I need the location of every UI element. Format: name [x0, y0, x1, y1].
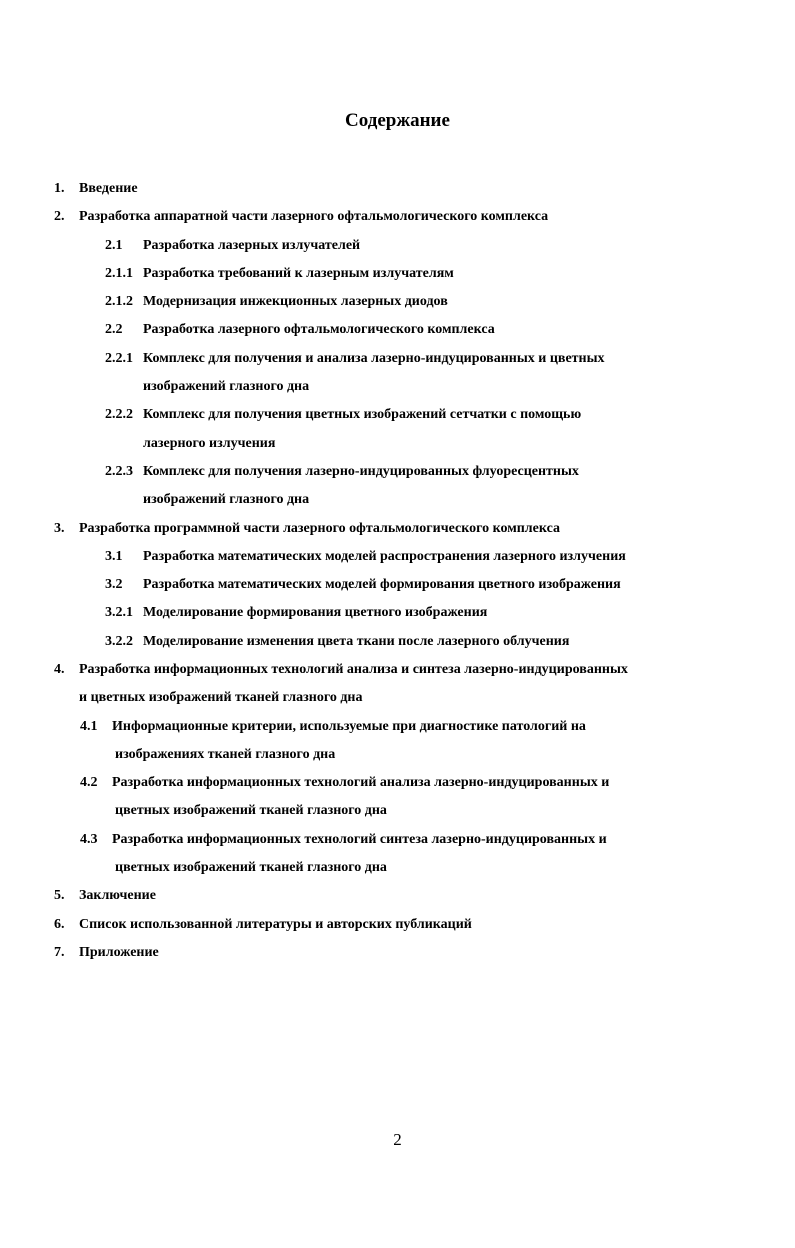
toc-text: Разработка информационных технологий анализа лазерно-индуцированных и [112, 775, 610, 790]
toc-text-continuation: и цветных изображений тканей глазного дна [79, 690, 363, 705]
toc-number: 7. [54, 945, 65, 960]
toc-number: 2.2.3 [105, 464, 133, 479]
toc-text: Комплекс для получения лазерно-индуцированных флуоресцентных [143, 464, 579, 479]
toc-number: 2.1.2 [105, 294, 133, 309]
toc-number: 1. [54, 181, 65, 196]
toc-text: Комплекс для получения цветных изображений сетчатки с помощью [143, 407, 582, 422]
toc-text: Разработка информационных технологий синтеза лазерно-индуцированных и [112, 832, 607, 847]
toc-text: Модернизация инжекционных лазерных диодов [143, 294, 448, 309]
page-number: 2 [393, 1130, 402, 1149]
toc-number: 2.2.1 [105, 351, 133, 366]
toc-number: 4.2 [80, 775, 98, 790]
toc-number: 2.1 [105, 238, 123, 253]
toc-text: Моделирование изменения цвета ткани после лазерного облучения [143, 634, 570, 649]
toc-text: Моделирование формирования цветного изображения [143, 605, 488, 620]
toc-number: 3.1 [105, 549, 123, 564]
toc-text-continuation: изображениях тканей глазного дна [115, 747, 336, 762]
toc-text: Приложение [79, 945, 159, 960]
toc-text-continuation: изображений глазного дна [143, 379, 310, 394]
toc-text: Разработка аппаратной части лазерного офтальмологического комплекса [79, 209, 549, 224]
toc-text: Разработка программной части лазерного офтальмологического комплекса [79, 521, 560, 536]
toc-text: Список использованной литературы и авторских публикаций [79, 917, 472, 932]
toc-number: 3.2 [105, 577, 123, 592]
toc-text: Заключение [79, 888, 156, 903]
toc-number: 4.1 [80, 719, 98, 734]
toc-text: Разработка лазерного офтальмологического комплекса [143, 322, 495, 337]
toc-text: Комплекс для получения и анализа лазерно-индуцированных и цветных [143, 351, 605, 366]
toc-number: 2.2.2 [105, 407, 133, 422]
toc-text-continuation: цветных изображений тканей глазного дна [115, 803, 387, 818]
toc-number: 3. [54, 521, 65, 536]
toc-number: 4. [54, 662, 65, 677]
toc-text: Введение [79, 181, 138, 196]
toc-text: Разработка информационных технологий анализа и синтеза лазерно-индуцированных [79, 662, 628, 677]
toc-number: 2.2 [105, 322, 123, 337]
toc-text-continuation: цветных изображений тканей глазного дна [115, 860, 387, 875]
toc-number: 2. [54, 209, 65, 224]
toc-text-continuation: лазерного излучения [143, 436, 276, 451]
toc-number: 4.3 [80, 832, 98, 847]
toc-number: 2.1.1 [105, 266, 133, 281]
toc-text: Разработка математических моделей формирования цветного изображения [143, 577, 621, 592]
toc-number: 3.2.2 [105, 634, 133, 649]
toc-text: Информационные критерии, используемые при диагностике патологий на [112, 719, 586, 734]
toc-text: Разработка лазерных излучателей [143, 238, 361, 253]
toc-text: Разработка математических моделей распространения лазерного излучения [143, 549, 626, 564]
toc-number: 3.2.1 [105, 605, 133, 620]
toc-text-continuation: изображений глазного дна [143, 492, 310, 507]
page-title: Содержание [345, 110, 450, 131]
toc-text: Разработка требований к лазерным излучателям [143, 266, 454, 281]
toc-number: 6. [54, 917, 65, 932]
toc-number: 5. [54, 888, 65, 903]
